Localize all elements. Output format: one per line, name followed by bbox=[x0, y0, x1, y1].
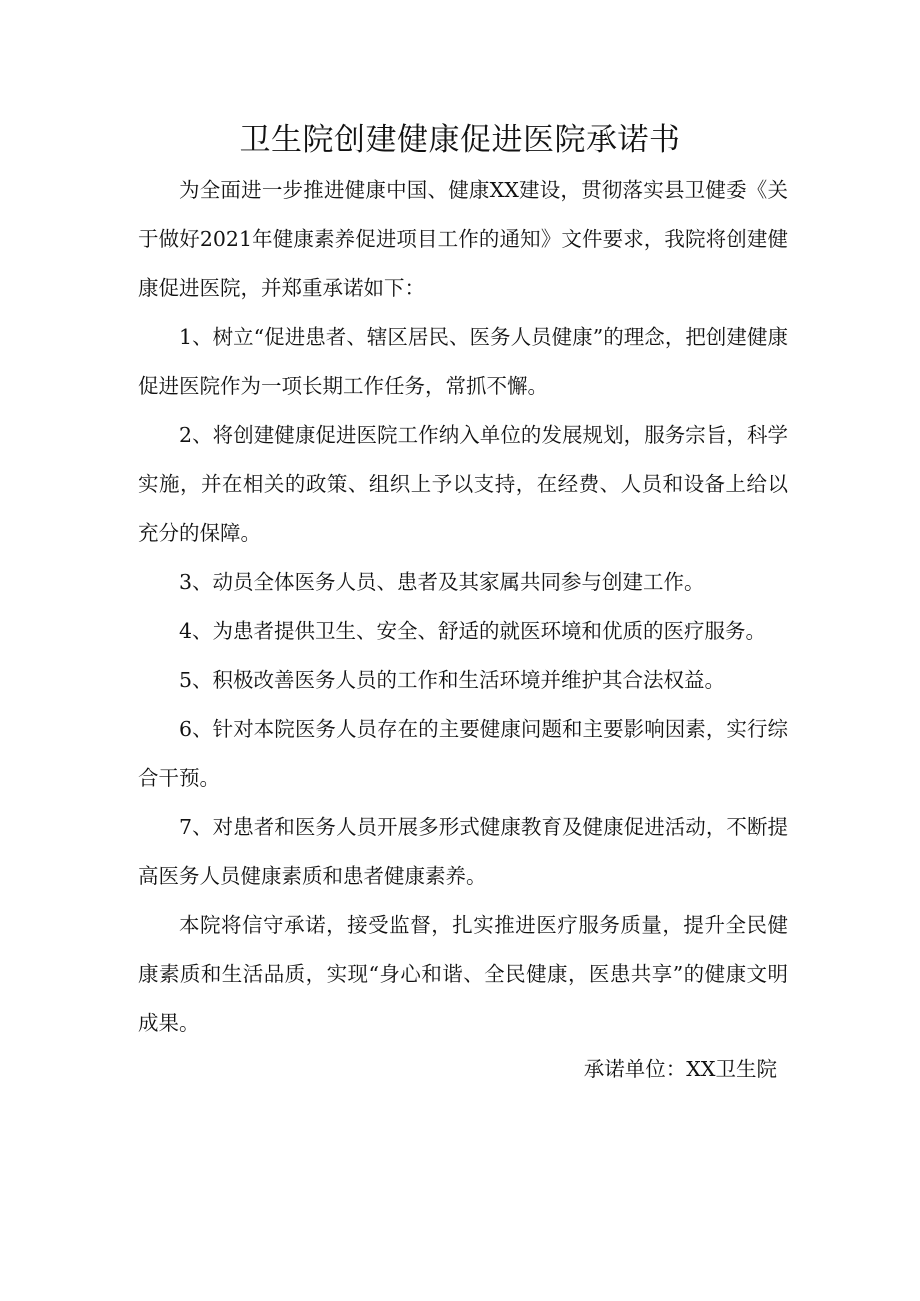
intro-paragraph: 为全面进一步推进健康中国、健康XX建设，贯彻落实县卫健委《关于做好2021年健康素养促进项目工作的通知》文件要求，我院将创建健康促进医院，并郑重承诺如下： bbox=[138, 178, 788, 300]
commitment-item-1: 1、树立“促进患者、辖区居民、医务人员健康”的理念，把创建健康促进医院作为一项长期工作任务，常抓不懈。 bbox=[138, 325, 788, 398]
commitment-item-3: 3、动员全体医务人员、患者及其家属共同参与创建工作。 bbox=[179, 570, 705, 594]
commitment-item-2: 2、将创建健康促进医院工作纳入单位的发展规划，服务宗旨，科学实施，并在相关的政策、组织上予以支持，在经费、人员和设备上给以充分的保障。 bbox=[138, 423, 788, 545]
signature-line: 承诺单位：XX卫生院 bbox=[583, 1057, 777, 1081]
closing-paragraph: 本院将信守承诺，接受监督，扎实推进医疗服务质量，提升全民健康素质和生活品质，实现“身心和谐、全民健康，医患共享”的健康文明成果。 bbox=[138, 913, 788, 1035]
commitment-item-5: 5、积极改善医务人员的工作和生活环境并维护其合法权益。 bbox=[179, 668, 726, 692]
commitment-item-7: 7、对患者和医务人员开展多形式健康教育及健康促进活动，不断提高医务人员健康素质和患者健康素养。 bbox=[138, 815, 788, 888]
document-title: 卫生院创建健康促进医院承诺书 bbox=[239, 122, 681, 158]
commitment-item-4: 4、为患者提供卫生、安全、舒适的就医环境和优质的医疗服务。 bbox=[179, 619, 767, 643]
document-body bbox=[138, 166, 788, 1048]
commitment-item-6: 6、针对本院医务人员存在的主要健康问题和主要影响因素，实行综合干预。 bbox=[138, 717, 788, 790]
